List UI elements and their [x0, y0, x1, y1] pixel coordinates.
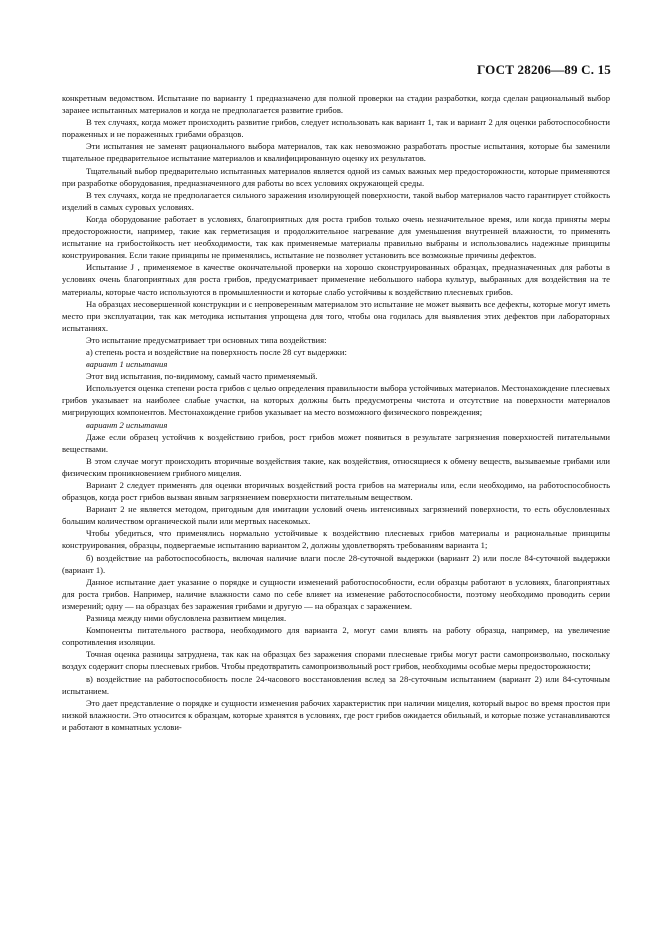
- paragraph: Это испытание предусматривает три основных типа воздействия:: [86, 334, 327, 345]
- paragraph: конкретным ведомством. Испытание по варианту 1 предназначено для полной проверки на стадии разработки, когда сделан рациональный выбор заранее испытанных материалов и когда не предполагается развитие грибов.: [62, 93, 610, 116]
- paragraph: Вариант 2 следует применять для оценки вторичных воздействий роста грибов на материалы или, если необходимо, на работоспособность образцов, когда рост грибов вызван явным загрязнением поверхности питательным веществом.: [62, 480, 610, 503]
- paragraph: На образцах несовершенной конструкции и с непроверенным материалом это испытание не может выявить все дефекты, которые могут иметь место при эксплуатации, так как методика испытания упрощена для того, чтобы она годилась для выявления этих дефектов при лабораторных испытаниях.: [62, 298, 610, 333]
- paragraph: Данное испытание дает указание о порядке и сущности изменений работоспособности, если образцы работают в условиях, благоприятных для роста грибов. Например, наличие влажности само по себе влияет на изменение работоспособности, поэтому необходимо проводить серии измерений; одну — на образцах без заражения грибами и другую — на образцах с заражением.: [62, 576, 610, 611]
- paragraph: Когда оборудование работает в условиях, благоприятных для роста грибов только очень незначительное время, или когда приняты меры предосторожности, например, такие как герметизация и продолжительное нагревание для уменьшения внутренней влажности, то применять испытание на грибостойкость нет необходимости, так как применяемые материалы правильно выбраны и использовались надежные принципы конструирования. Если такие принципы не применялись, испытание не позволяет установить все возможные причины дефектов.: [62, 213, 610, 261]
- paragraph: Это дает представление о порядке и сущности изменения рабочих характеристик при наличии мицелия, который вырос во время простоя при низкой влажности. Это относится к образцам, которые хранятся в условиях, где рост грибов ожидается обильный, и которые позже устанавливаются и работают в комнатных услови-: [62, 697, 610, 732]
- paragraph: Используется оценка степени роста грибов с целью определения правильности выбора устойчивых материалов. Местонахождение плесневых грибов указывает на наиболее слабые участки, на которых должны быть предусмотрены чистота и отсутствие на поверхности материалов мигрирующих компонентов. Местонахождение грибов указывает на место возможного физического повреждения;: [62, 383, 610, 418]
- paragraph: в) воздействие на работоспособность после 24-часового восстановления вслед за 28-суточным испытанием (вариант 2) или 84-суточным испытанием.: [62, 673, 610, 696]
- paragraph: а) степень роста и воздействие на поверхность после 28 сут выдержки:: [86, 346, 347, 357]
- paragraph: б) воздействие на работоспособность, включая наличие влаги после 28-суточной выдержки (вариант 2) или после 84-суточной выдержки (вариант 1).: [62, 552, 610, 575]
- section-subheading: вариант 2 испытания: [86, 419, 168, 430]
- paragraph: Эти испытания не заменят рационального выбора материалов, так как невозможно разработать простые испытания, которые бы заменили тщательное предварительное испытание материалов и квалифицированную оценку их результатов.: [62, 141, 610, 164]
- paragraph: В тех случаях, когда может происходить развитие грибов, следует использовать как вариант 1, так и вариант 2 для оценки работоспособности пораженных и не пораженных грибами образцов.: [62, 117, 610, 140]
- section-subheading: вариант 1 испытания: [86, 359, 168, 370]
- page-header: ГОСТ 28206—89 С. 15: [477, 62, 611, 77]
- paragraph: В тех случаях, когда не предполагается сильного заражения изолирующей поверхности, такой выбор материалов часто гарантирует стойкость изделий в самых суровых условиях.: [62, 189, 610, 212]
- paragraph: Точная оценка разницы затруднена, так как на образцах без заражения спорами плесневые грибы могут расти самопроизвольно, поскольку воздух содержит споры плесневых грибов. Чтобы предотвратить самопроизвольный рост грибов, необходимы особые меры предосторожности;: [62, 649, 610, 672]
- paragraph: Этот вид испытания, по-видимому, самый часто применяемый.: [86, 371, 318, 382]
- paragraph: Компоненты питательного раствора, необходимого для варианта 2, могут сами влиять на работу образца, например, на увеличение сопротивления изоляции.: [62, 625, 610, 648]
- paragraph: Чтобы убедиться, что применялись нормально устойчивые к воздействию плесневых грибов материалы и рациональные принципы конструирования, образцы, подвергаемые испытанию вариантом 2, должны удовлетворять требованиям варианта 1;: [62, 528, 610, 551]
- paragraph: Даже если образец устойчив к воздействию грибов, рост грибов может появиться в результате загрязнения поверхностей питательными веществами.: [62, 431, 610, 454]
- paragraph: Тщательный выбор предварительно испытанных материалов является одной из самых важных мер предосторожности, которые применяются при разработке оборудования, предназначенного для работы во всех условиях окружающей среды.: [62, 165, 610, 188]
- paragraph: Испытание J , применяемое в качестве окончательной проверки на хорошо сконструированных образцах, предназначенных для работы в условиях очень благоприятных для роста грибов, предусматривает применение небольшого набора культур, выбранных для воздействия на те материалы, которые часто используются в промышленности и которые слабо устойчивы к воздействию плесневых грибов.: [62, 262, 610, 297]
- paragraph: В этом случае могут происходить вторичные воздействия такие, как воздействия, относящиеся к обмену веществ, вызываемые грибами или физическим проникновением грибного мицелия.: [62, 455, 610, 478]
- paragraph: Вариант 2 не является методом, пригодным для имитации условий очень интенсивных загрязнений поверхности, то есть обусловленных большим количеством органической пыли или мертвых насекомых.: [62, 504, 610, 527]
- paragraph: Разница между ними обусловлена развитием мицелия.: [86, 613, 287, 624]
- body-text: [62, 92, 610, 733]
